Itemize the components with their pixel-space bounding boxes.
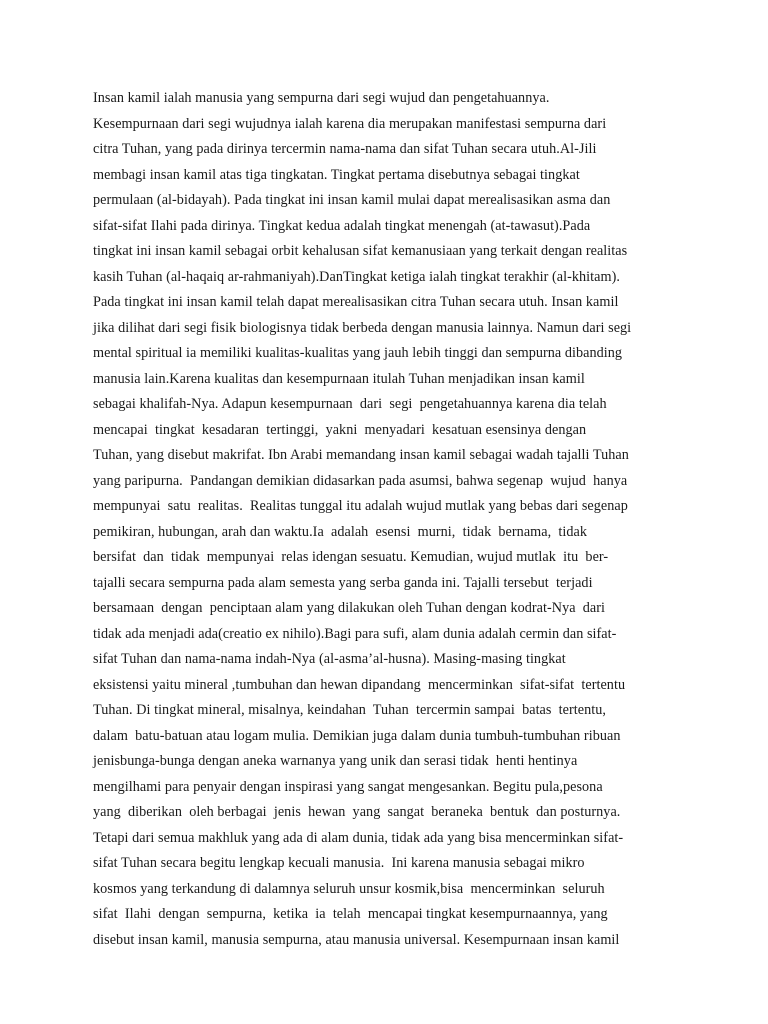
text-line: mencapai tingkat kesadaran tertinggi, yakni menyadari kesatuan esensinya dengan <box>93 421 587 438</box>
text-line: pemikiran, hubungan, arah dan waktu.Ia adalah esensi murni, tidak bernama, tidak <box>93 523 588 540</box>
text-line: membagi insan kamil atas tiga tingkatan. Tingkat pertama disebutnya sebagai tingkat <box>93 166 580 183</box>
text-line: mempunyai satu realitas. Realitas tunggal itu adalah wujud mutlak yang bebas dari segenap <box>93 498 628 514</box>
text-line: bersamaan dengan penciptaan alam yang dilakukan oleh Tuhan dengan kodrat-Nya dari <box>93 600 606 616</box>
text-line: yang paripurna. Pandangan demikian didasarkan pada asumsi, bahwa segenap wujud hanya <box>93 472 628 489</box>
text-line: dalam batu-batuan atau logam mulia. Demikian juga dalam dunia tumbuh-tumbuhan ribuan <box>93 727 621 744</box>
text-line: permulaan (al-bidayah). Pada tingkat ini insan kamil mulai dapat merealisasikan asma dan <box>93 192 611 208</box>
text-line: citra Tuhan, yang pada dirinya tercermin nama-nama dan sifat Tuhan secara utuh.Al-Jili <box>93 141 597 157</box>
text-line: tingkat ini insan kamil sebagai orbit kehalusan sifat kemanusiaan yang terkait dengan realitas <box>93 243 628 259</box>
text-line: manusia lain.Karena kualitas dan kesempurnaan itulah Tuhan menjadikan insan kamil <box>93 370 585 387</box>
text-line: mental spiritual ia memiliki kualitas-kualitas yang jauh lebih tinggi dan sempurna dibanding <box>93 345 623 361</box>
text-line: Tetapi dari semua makhluk yang ada di alam dunia, tidak ada yang bisa mencerminkan sifat- <box>93 829 624 846</box>
text-line: mengilhami para penyair dengan inspirasi yang sangat mengesankan. Begitu pula,pesona <box>93 778 603 795</box>
text-line: disebut insan kamil, manusia sempurna, atau manusia universal. Kesempurnaan insan kamil <box>93 931 620 948</box>
text-line: kosmos yang terkandung di dalamnya seluruh unsur kosmik,bisa mencerminkan seluruh <box>93 880 605 897</box>
text-line: tidak ada menjadi ada(creatio ex nihilo).Bagi para sufi, alam dunia adalah cermin dan sifat- <box>93 625 617 642</box>
text-line: sifat Ilahi dengan sempurna, ketika ia telah mencapai tingkat kesempurnaannya, yang <box>93 906 608 922</box>
body-text <box>93 86 673 953</box>
text-line: sebagai khalifah-Nya. Adapun kesempurnaan dari segi pengetahuannya karena dia telah <box>93 396 607 412</box>
text-line: Tuhan, yang disebut makrifat. Ibn Arabi memandang insan kamil sebagai wadah tajalli Tuhan <box>93 447 629 463</box>
text-line: yang diberikan oleh berbagai jenis hewan yang sangat beraneka bentuk dan posturnya. <box>93 804 621 820</box>
text-line: sifat Tuhan secara begitu lengkap kecuali manusia. Ini karena manusia sebagai mikro <box>93 855 585 871</box>
text-line: Kesempurnaan dari segi wujudnya ialah karena dia merupakan manifestasi sempurna dari <box>93 115 607 132</box>
text-line: jenisbunga-bunga dengan aneka warnanya yang unik dan serasi tidak henti hentinya <box>93 753 578 769</box>
text-line: eksistensi yaitu mineral ,tumbuhan dan hewan dipandang mencerminkan sifat-sifat tertentu <box>93 676 626 693</box>
text-line: kasih Tuhan (al-haqaiq ar-rahmaniyah).DanTingkat ketiga ialah tingkat terakhir (al-khitam). <box>93 268 620 285</box>
text-line: jika dilihat dari segi fisik biologisnya tidak berbeda dengan manusia lainnya. Namun dari segi <box>93 319 632 336</box>
text-line: Tuhan. Di tingkat mineral, misalnya, keindahan Tuhan tercermin sampai batas tertentu, <box>93 702 606 718</box>
text-line: sifat Tuhan dan nama-nama indah-Nya (al-asma’al-husna). Masing-masing tingkat <box>93 651 566 667</box>
text-line: tajalli secara sempurna pada alam semesta yang serba ganda ini. Tajalli tersebut terjadi <box>93 574 593 591</box>
text-line: bersifat dan tidak mempunyai relas idengan sesuatu. Kemudian, wujud mutlak itu ber- <box>93 549 609 565</box>
text-line: sifat-sifat Ilahi pada dirinya. Tingkat kedua adalah tingkat menengah (at-tawasut).Pada <box>93 217 591 234</box>
text-line: Insan kamil ialah manusia yang sempurna dari segi wujud dan pengetahuannya. <box>93 90 550 106</box>
text-line: Pada tingkat ini insan kamil telah dapat merealisasikan citra Tuhan secara utuh. Insan kamil <box>93 294 619 310</box>
